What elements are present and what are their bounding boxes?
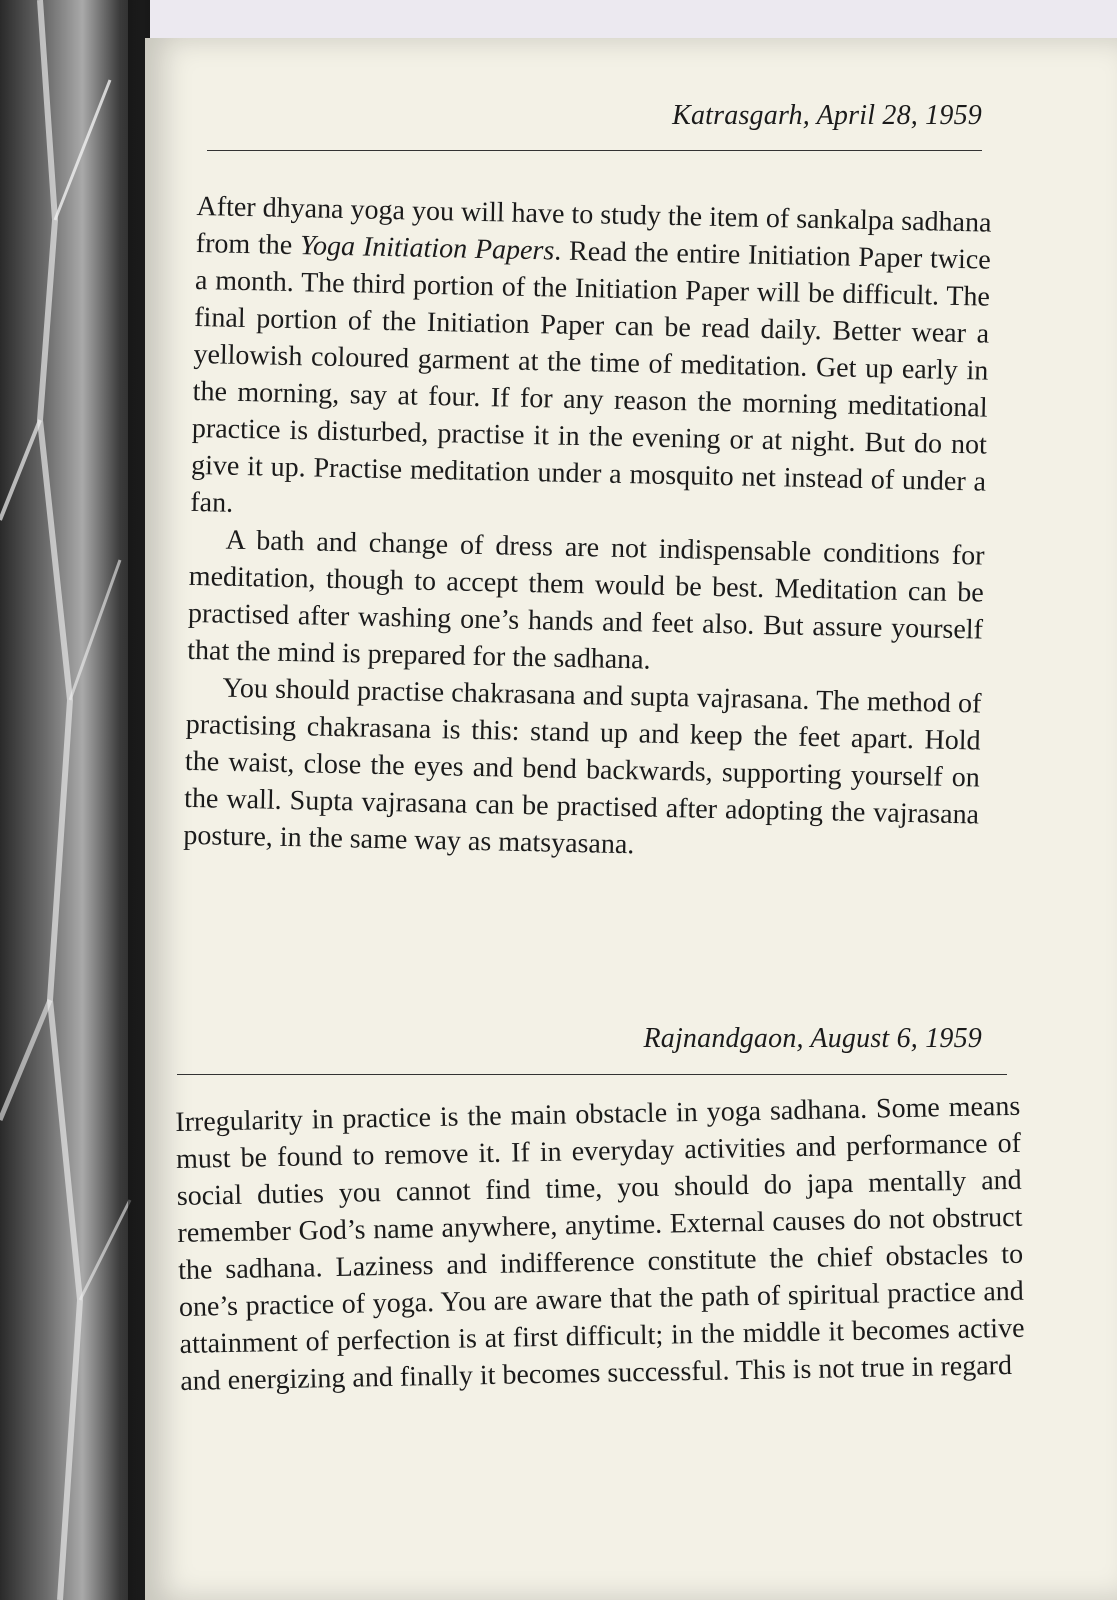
paragraph: A bath and change of dress are not indispensable conditions for meditation, though to accept them would be best. Meditation can be practised after washing one’s hands and feet also. But assure yourself that the mind is prepared for the sadhana. [186,524,985,676]
letter-body [183,188,992,871]
header-rule [207,150,982,151]
letter-header-date: Rajnandgaon, August 6, 1959 [643,1023,982,1054]
paragraph: After dhyana yoga you will have to study the item of sankalpa sadhana from the Yoga Initiation Papers. Read the entire Initiation Paper twice a month. The third portion of the Initiation Paper will be difficult. The final portion of the Initiation Paper can be read daily. Better wear a yellowish coloured garment at the time of meditation. Get up early in the morning, say at four. If for any reason the morning meditational practice is disturbed, practise it in the evening or at night. But do not give it up. Practise meditation under a mosquito net instead of under a fan. [190,190,992,519]
paragraph: Irregularity in practice is the main obstacle in yoga sadhana. Some means must be found to remove it. If in everyday activities and performance of social duties you cannot find time, you should do japa mentally and remember God’s name anywhere, anytime. External causes do not obstruct the sadhana. Laziness and indifference constitute the chief obstacles to one’s practice of yoga. You are aware that the path of spiritual practice and attainment of perfection is at first difficult; in the middle it becomes active and energizing and finally it becomes successful. This is not true in regard [175,1090,1025,1397]
letter-header-date: Katrasgarh, April 28, 1959 [672,100,982,131]
book-title: Yoga Initiation Papers [299,230,555,267]
paragraph: You should practise chakrasana and supta vajrasana. The method of practising chakrasana is this: stand up and keep the feet apart. Hold the waist, close the eyes and bend backwards, supporting yourself on the wall. Supta vajrasana can be practised after adopting the vajrasana posture, in the same way as matsyasana. [183,672,982,861]
letter-body [175,1088,1026,1400]
background-strip [150,0,1117,40]
header-rule [177,1074,1007,1075]
book-page [145,38,1117,1600]
